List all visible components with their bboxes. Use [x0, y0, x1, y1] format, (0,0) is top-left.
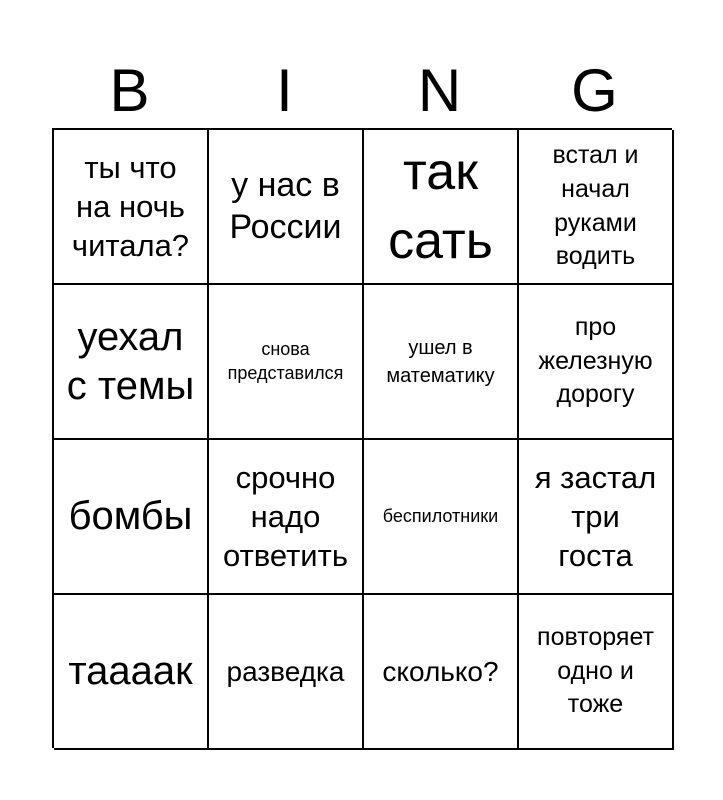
cell-text: ты что на ночь читала? [71, 149, 190, 264]
bingo-cell[interactable] [519, 595, 674, 750]
bingo-cell[interactable] [209, 595, 364, 750]
cell-text: про железную дорогу [538, 312, 653, 409]
bingo-cell[interactable] [54, 595, 209, 750]
bingo-board [52, 128, 672, 748]
cell-text: ушел в математику [386, 336, 495, 387]
cell-text: я застал три госта [534, 459, 657, 574]
cell-text: разведка [226, 655, 345, 687]
cell-text: срочно надо ответить [223, 459, 348, 574]
cell-text: повторяет одно и тоже [537, 622, 654, 719]
cell-text: встал и начал руками водить [552, 141, 639, 271]
cell-text: у нас в России [229, 166, 342, 246]
header-letter-n: N [417, 57, 462, 124]
bingo-header [52, 58, 672, 124]
bingo-cell[interactable] [364, 595, 519, 750]
bingo-cell[interactable] [519, 130, 674, 285]
cell-text: так сать [388, 142, 493, 270]
bingo-cell[interactable] [209, 440, 364, 595]
header-letter-g: G [571, 57, 618, 124]
cell-text: сколько? [382, 655, 499, 687]
header-letter-b: B [109, 57, 150, 124]
bingo-cell[interactable] [209, 285, 364, 440]
bingo-cell[interactable] [519, 440, 674, 595]
bingo-cell[interactable] [209, 130, 364, 285]
cell-text: таааак [68, 649, 193, 694]
bingo-cell[interactable] [364, 440, 519, 595]
bingo-cell[interactable] [54, 130, 209, 285]
bingo-cell[interactable] [54, 285, 209, 440]
cell-text: снова представился [227, 339, 344, 383]
cell-text: беспилотники [382, 506, 499, 527]
cell-text: уехал с темы [66, 314, 195, 408]
cell-text: бомбы [68, 494, 193, 539]
header-letter-i: I [276, 57, 293, 124]
bingo-cell[interactable] [364, 285, 519, 440]
bingo-cell[interactable] [54, 440, 209, 595]
bingo-cell[interactable] [519, 285, 674, 440]
bingo-cell[interactable] [364, 130, 519, 285]
